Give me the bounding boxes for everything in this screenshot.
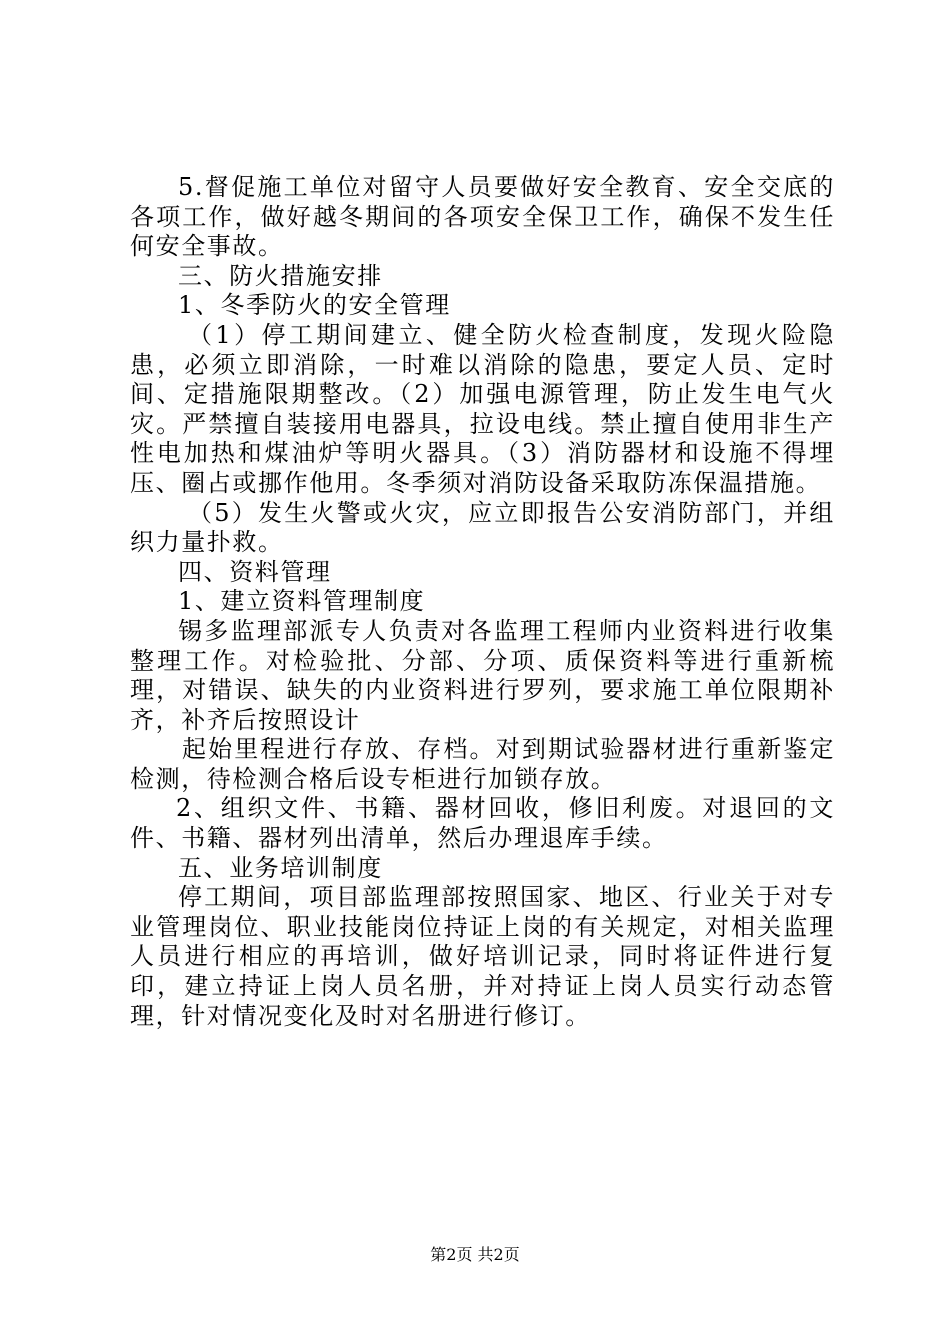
heading-fire-prevention: 三、防火措施安排 <box>178 261 383 290</box>
heading-document-management: 四、资料管理 <box>178 557 332 586</box>
paragraph-document-collection: 锡多监理部派专人负责对各监理工程师内业资料进行收集整理工作。对检验批、分部、分项、质保资料等进行重新梳理，对错误、缺失的内业资料进行罗列，要求施工单位限期补齐，补齐后按照设计 <box>130 616 835 734</box>
subheading-winter-fire-safety: 1、冬季防火的安全管理 <box>178 291 451 320</box>
subheading-document-system: 1、建立资料管理制度 <box>178 587 426 616</box>
heading-training-system: 五、业务培训制度 <box>178 853 383 882</box>
paragraph-fire-alarm: （5）发生火警或火灾，应立即报告公安消防部门，并组织力量扑救。 <box>130 498 835 557</box>
paragraph-material-recovery: 2、组织文件、书籍、器材回收，修旧利废。对退回的文件、书籍、器材列出清单，然后办理退库手续。 <box>130 794 835 853</box>
paragraph-archive-storage: 起始里程进行存放、存档。对到期试验器材进行重新鉴定检测，待检测合格后设专柜进行加锁存放。 <box>130 735 835 793</box>
page-number-footer: 第2页 共2页 <box>430 1245 520 1264</box>
paragraph-training: 停工期间，项目部监理部按照国家、地区、行业关于对专业管理岗位、职业技能岗位持证上岗的有关规定，对相关监理人员进行相应的再培训，做好培训记录，同时将证件进行复印，建立持证上岗人员名册，并对持证上岗人员实行动态管理，针对情况变化及时对名册进行修订。 <box>130 883 835 1030</box>
paragraph-fire-measures: （1）停工期间建立、健全防火检查制度，发现火险隐患，必须立即消除，一时难以消除的隐患，要定人员、定时间、定措施限期整改。（2）加强电源管理，防止发生电气火灾。严禁擅自装接用电器具，拉设电线。禁止擅自使用非生产性电加热和煤油炉等明火器具。（3）消防器材和设施不得埋压、圈占或挪作他用。冬季须对消防设备采取防冻保温措施。 <box>130 320 835 497</box>
paragraph-security-duty: 5.督促施工单位对留守人员要做好安全教育、安全交底的各项工作，做好越冬期间的各项安全保卫工作，确保不发生任何安全事故。 <box>130 173 835 261</box>
document-body <box>130 173 835 1031</box>
